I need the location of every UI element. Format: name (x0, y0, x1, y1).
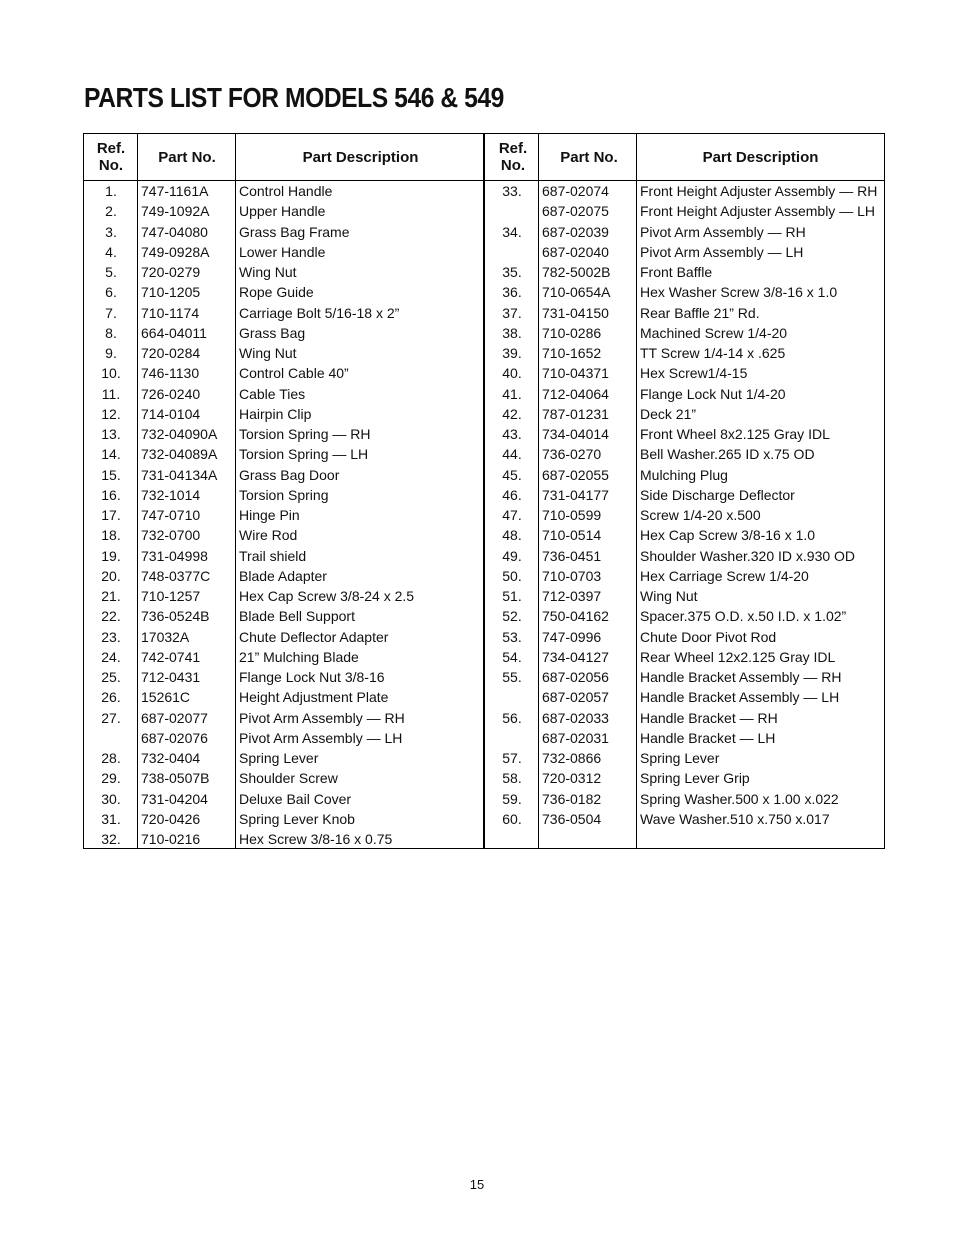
part-number-cell: 15261C (141, 689, 191, 706)
ref-number-cell: 50. (502, 567, 522, 584)
ref-number-cell: 10. (101, 365, 121, 382)
ref-number-cell: 54. (502, 648, 522, 665)
ref-number-cell: 35. (502, 264, 522, 280)
ref-number-cell: 3. (105, 223, 117, 240)
header-part-no-left: Part No. (158, 148, 216, 166)
ref-number-cell: 32. (101, 831, 121, 847)
part-number-cell: 687-02077 (141, 709, 208, 726)
part-description-cell: Front Wheel 8x2.125 Gray IDL (640, 426, 830, 442)
part-description-cell: Side Discharge Deflector (640, 486, 795, 503)
ref-number-cell: 17. (101, 507, 121, 523)
ref-number-cell: 14. (101, 446, 121, 463)
ref-number-cell: 28. (101, 750, 121, 766)
part-description-cell: Spring Lever (640, 750, 720, 766)
ref-number-cell: 37. (502, 304, 522, 321)
part-number-cell: 712-0431 (141, 669, 201, 685)
part-description-cell: Handle Bracket Assembly — RH (640, 669, 842, 685)
header-part-description-left: Part Description (302, 148, 419, 166)
part-description-cell: Handle Bracket — RH (640, 709, 778, 726)
page-number: 15 (469, 1177, 485, 1192)
part-description-cell: Spring Washer.500 x 1.00 x.022 (640, 790, 839, 807)
part-description-cell: Hex Cap Screw 3/8-16 x 1.0 (640, 527, 816, 544)
ref-number-cell: 48. (502, 527, 522, 544)
part-number-cell: 742-0741 (141, 648, 201, 665)
ref-number-cell: 26. (101, 689, 121, 706)
part-number-cell: 720-0279 (141, 264, 201, 280)
part-description-cell: Rear Wheel 12x2.125 Gray IDL (640, 648, 836, 665)
part-description-cell: Wave Washer.510 x.750 x.017 (640, 810, 830, 827)
part-number-cell: 747-0710 (141, 507, 201, 523)
part-number-cell: 714-0104 (141, 405, 201, 422)
part-number-cell: 746-1130 (141, 365, 200, 382)
ref-number-cell: 38. (502, 324, 522, 341)
ref-number-cell: 19. (101, 547, 121, 564)
ref-number-cell: 55. (502, 669, 522, 685)
ref-number-cell: 49. (502, 547, 522, 564)
part-description-cell: Hex Cap Screw 3/8-24 x 2.5 (239, 588, 415, 604)
part-description-cell: Upper Handle (239, 203, 326, 220)
part-number-cell: 734-04127 (542, 648, 609, 665)
part-description-cell: Flange Lock Nut 3/8-16 (239, 669, 385, 685)
part-number-cell: 720-0312 (542, 770, 602, 787)
part-number-cell: 747-0996 (542, 628, 602, 645)
ref-number-cell: 20. (101, 567, 121, 584)
part-description-cell: Hex Screw 3/8-16 x 0.75 (239, 831, 393, 847)
part-number-cell: 787-01231 (542, 405, 609, 422)
part-description-cell: Screw 1/4-20 x.500 (640, 507, 761, 523)
part-number-cell: 782-5002B (542, 264, 611, 280)
ref-number-cell: 7. (105, 304, 117, 321)
part-number-cell: 687-02033 (542, 709, 609, 726)
part-number-cell: 736-0504 (542, 810, 602, 827)
ref-number-cell: 16. (101, 486, 121, 503)
part-description-cell: Hex Screw1/4-15 (640, 365, 748, 382)
ref-number-cell: 23. (101, 628, 121, 645)
part-number-cell: 720-0284 (141, 345, 201, 361)
part-number-cell: 710-04371 (542, 365, 609, 382)
part-number-cell: 736-0524B (141, 608, 210, 625)
part-description-cell: Spring Lever (239, 750, 319, 766)
part-description-cell: Pivot Arm Assembly — RH (239, 709, 405, 726)
ref-number-cell: 24. (101, 648, 121, 665)
part-description-cell: Machined Screw 1/4-20 (640, 324, 788, 341)
part-description-cell: Cable Ties (239, 385, 306, 402)
ref-number-cell: 11. (101, 385, 121, 402)
ref-number-cell: 51. (502, 588, 522, 604)
part-number-cell: 750-04162 (542, 608, 609, 625)
part-number-cell: 687-02031 (542, 729, 609, 746)
part-description-cell: Blade Adapter (239, 567, 327, 584)
ref-number-cell: 52. (502, 608, 522, 625)
part-number-cell: 732-0404 (141, 750, 201, 766)
part-description-cell: Trail shield (239, 547, 307, 564)
ref-number-cell: 59. (502, 790, 522, 807)
page-title: PARTS LIST FOR MODELS 546 & 549 (84, 82, 504, 113)
part-number-cell: 710-0286 (542, 324, 602, 341)
part-number-cell: 687-02076 (141, 729, 208, 746)
part-number-cell: 732-04089A (141, 446, 218, 463)
part-number-cell: 710-0654A (542, 284, 611, 301)
part-number-cell: 664-04011 (141, 324, 207, 341)
part-description-cell: Chute Door Pivot Rod (640, 628, 777, 645)
part-number-cell: 687-02040 (542, 243, 609, 260)
part-description-cell: TT Screw 1/4-14 x .625 (640, 345, 786, 361)
part-description-cell: Deck 21” (640, 405, 697, 422)
part-description-cell: Hex Washer Screw 3/8-16 x 1.0 (640, 284, 838, 301)
part-description-cell: Rope Guide (239, 284, 314, 301)
ref-number-cell: 57. (502, 750, 522, 766)
part-number-cell: 736-0270 (542, 446, 602, 463)
ref-number-cell: 56. (502, 709, 522, 726)
part-number-cell: 712-04064 (542, 385, 609, 402)
ref-number-cell: 8. (105, 324, 117, 341)
part-description-cell: Front Baffle (640, 264, 713, 280)
ref-number-cell: 58. (502, 770, 522, 787)
part-number-cell: 747-1161A (141, 183, 209, 199)
part-number-cell: 687-02074 (542, 183, 609, 199)
part-number-cell: 738-0507B (141, 770, 210, 787)
part-number-cell: 687-02075 (542, 203, 609, 220)
part-description-cell: Carriage Bolt 5/16-18 x 2” (239, 304, 400, 321)
part-description-cell: Handle Bracket — LH (640, 729, 776, 746)
part-description-cell: Pivot Arm Assembly — LH (640, 243, 804, 260)
part-description-cell: Lower Handle (239, 243, 326, 260)
part-description-cell: Control Handle (239, 183, 333, 199)
part-number-cell: 731-04150 (542, 304, 609, 321)
part-number-cell: 749-1092A (141, 203, 210, 220)
part-description-cell: Control Cable 40” (239, 365, 349, 382)
ref-number-cell: 40. (502, 365, 522, 382)
part-number-cell: 736-0451 (542, 547, 602, 564)
part-number-cell: 748-0377C (141, 567, 211, 584)
part-number-cell: 749-0928A (141, 243, 210, 260)
ref-number-cell: 60. (502, 810, 522, 827)
part-number-cell: 732-0700 (141, 527, 201, 544)
part-number-cell: 710-0216 (141, 831, 201, 847)
part-number-cell: 687-02055 (542, 466, 609, 483)
part-number-cell: 687-02057 (542, 689, 609, 706)
ref-number-cell: 22. (101, 608, 121, 625)
part-number-cell: 720-0426 (141, 810, 201, 827)
ref-number-cell: 47. (502, 507, 522, 523)
ref-number-cell: 44. (502, 446, 522, 463)
part-number-cell: 731-04204 (141, 790, 208, 807)
part-description-cell: Mulching Plug (640, 466, 728, 483)
ref-number-cell: 39. (502, 345, 522, 361)
part-description-cell: Front Height Adjuster Assembly — LH (640, 203, 875, 220)
part-description-cell: Grass Bag (239, 324, 306, 341)
part-number-cell: 710-1257 (141, 588, 201, 604)
ref-number-cell: 21. (101, 588, 121, 604)
part-description-cell: Pivot Arm Assembly — LH (239, 729, 403, 746)
ref-number-cell: 12. (101, 405, 121, 422)
part-description-cell: Spacer.375 O.D. x.50 I.D. x 1.02” (640, 608, 847, 625)
part-number-cell: 732-04090A (141, 426, 218, 442)
part-description-cell: Shoulder Screw (239, 770, 338, 787)
part-number-cell: 731-04177 (542, 486, 609, 503)
ref-number-cell: 4. (105, 243, 117, 260)
part-description-cell: Hinge Pin (239, 507, 300, 523)
part-description-cell: Spring Lever Knob (239, 810, 355, 827)
part-description-cell: Shoulder Washer.320 ID x.930 OD (640, 547, 856, 564)
part-number-cell: 710-0703 (542, 567, 602, 584)
header-ref-no-left: Ref. No. (96, 140, 126, 174)
part-number-cell: 736-0182 (542, 790, 602, 807)
ref-number-cell: 41. (502, 385, 522, 402)
ref-number-cell: 45. (502, 466, 522, 483)
part-description-cell: Chute Deflector Adapter (239, 628, 389, 645)
ref-number-cell: 34. (502, 223, 522, 240)
ref-number-cell: 43. (502, 426, 522, 442)
ref-number-cell: 53. (502, 628, 522, 645)
ref-number-cell: 30. (101, 790, 121, 807)
ref-number-cell: 2. (105, 203, 117, 220)
part-number-cell: 734-04014 (542, 426, 609, 442)
ref-number-cell: 27. (101, 709, 121, 726)
header-ref-no-right: Ref. No. (498, 140, 528, 174)
part-description-cell: Grass Bag Frame (239, 223, 350, 240)
ref-number-cell: 42. (502, 405, 522, 422)
part-description-cell: Rear Baffle 21” Rd. (640, 304, 760, 321)
ref-number-cell: 6. (105, 284, 117, 301)
ref-number-cell: 18. (101, 527, 121, 544)
part-description-cell: Torsion Spring (239, 486, 329, 503)
ref-number-cell: 29. (101, 770, 121, 787)
part-description-cell: Wing Nut (239, 345, 297, 361)
part-description-cell: Hairpin Clip (239, 405, 312, 422)
part-description-cell: Wire Rod (239, 527, 298, 544)
part-number-cell: 710-1652 (542, 345, 602, 361)
part-description-cell: Bell Washer.265 ID x.75 OD (640, 446, 815, 463)
ref-number-cell: 5. (105, 264, 117, 280)
part-description-cell: Wing Nut (640, 588, 698, 604)
part-number-cell: 17032A (141, 628, 190, 645)
part-number-cell: 747-04080 (141, 223, 208, 240)
ref-number-cell: 1. (105, 183, 117, 199)
header-part-description-right: Part Description (702, 148, 819, 166)
part-description-cell: Pivot Arm Assembly — RH (640, 223, 806, 240)
part-description-cell: Height Adjustment Plate (239, 689, 389, 706)
part-number-cell: 687-02039 (542, 223, 609, 240)
part-number-cell: 710-1174 (141, 304, 200, 321)
part-number-cell: 710-0514 (542, 527, 602, 544)
part-description-cell: Hex Carriage Screw 1/4-20 (640, 567, 809, 584)
part-number-cell: 731-04998 (141, 547, 208, 564)
part-description-cell: Blade Bell Support (239, 608, 355, 625)
part-number-cell: 726-0240 (141, 385, 201, 402)
header-part-no-right: Part No. (560, 148, 618, 166)
part-number-cell: 712-0397 (542, 588, 602, 604)
part-number-cell: 710-1205 (141, 284, 201, 301)
ref-number-cell: 13. (101, 426, 121, 442)
part-description-cell: Torsion Spring — LH (239, 446, 369, 463)
ref-number-cell: 46. (502, 486, 522, 503)
ref-number-cell: 36. (502, 284, 522, 301)
ref-number-cell: 15. (101, 466, 121, 483)
part-description-cell: Grass Bag Door (239, 466, 340, 483)
part-description-cell: Wing Nut (239, 264, 297, 280)
part-number-cell: 710-0599 (542, 507, 602, 523)
part-description-cell: Front Height Adjuster Assembly — RH (640, 183, 878, 199)
part-description-cell: Torsion Spring — RH (239, 426, 371, 442)
parts-table (83, 133, 885, 849)
part-description-cell: Deluxe Bail Cover (239, 790, 352, 807)
part-number-cell: 732-0866 (542, 750, 602, 766)
ref-number-cell: 31. (101, 810, 121, 827)
part-number-cell: 687-02056 (542, 669, 609, 685)
ref-number-cell: 33. (502, 183, 522, 199)
part-number-cell: 731-04134A (141, 466, 218, 483)
part-description-cell: Flange Lock Nut 1/4-20 (640, 385, 786, 402)
ref-number-cell: 25. (101, 669, 121, 685)
part-number-cell: 732-1014 (141, 486, 201, 503)
ref-number-cell: 9. (105, 345, 117, 361)
part-description-cell: 21” Mulching Blade (239, 648, 359, 665)
part-description-cell: Handle Bracket Assembly — LH (640, 689, 840, 706)
part-description-cell: Spring Lever Grip (640, 770, 750, 787)
